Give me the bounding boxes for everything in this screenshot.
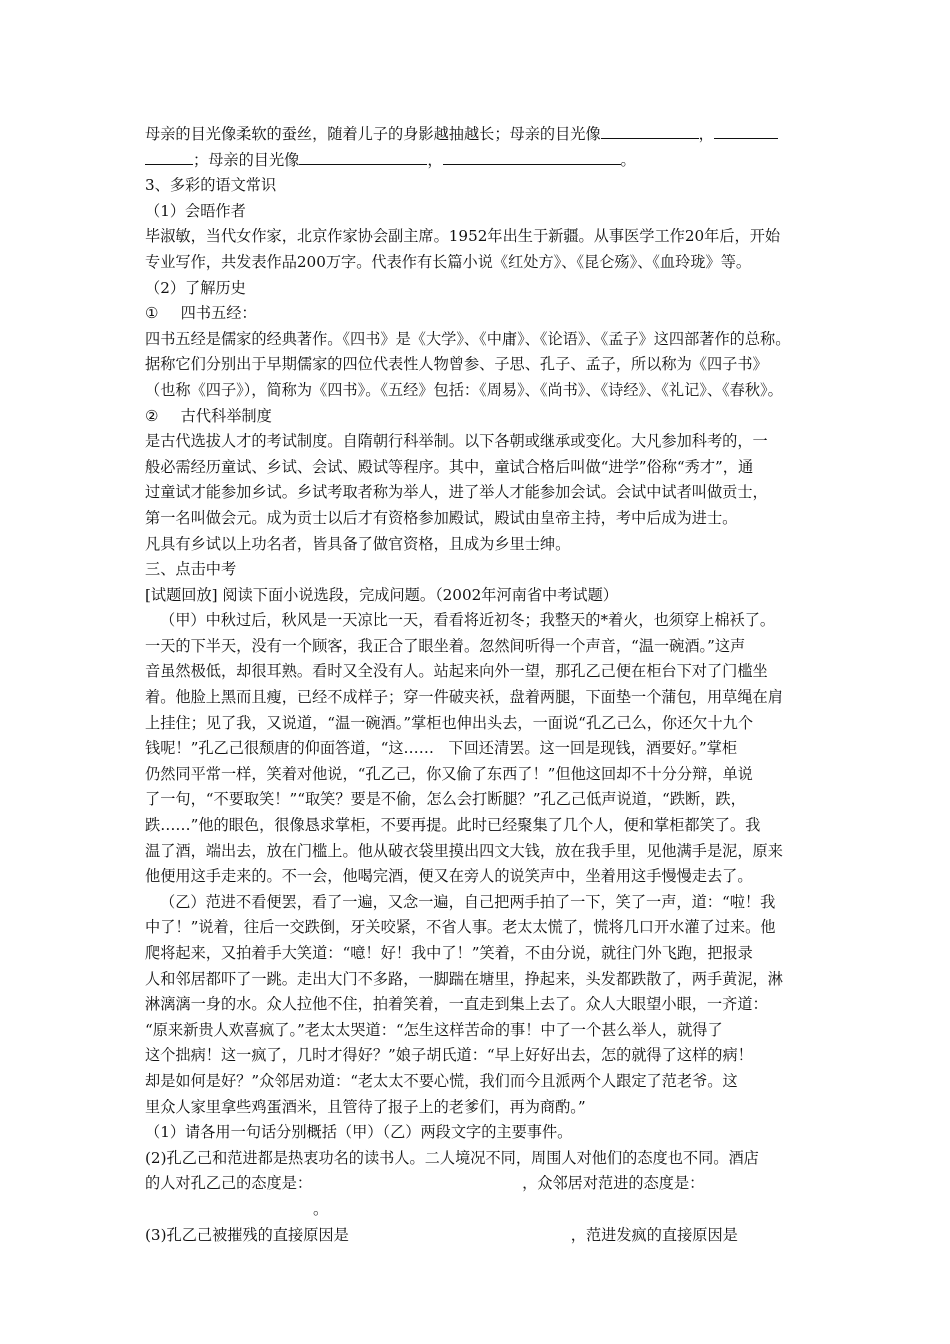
subsection-heading: （1）会晤作者	[145, 201, 246, 220]
passage-line: 他便用这手走来的。不一会，他喝完酒，便又在旁人的说笑声中，坐着用这手慢慢走去了。	[145, 867, 753, 886]
question-2-line-2	[145, 1171, 813, 1197]
fill-in-line-1	[145, 122, 813, 148]
passage-line: （乙）范进不看便罢，看了一遍，又念一遍，自己把两手拍了一下，笑了一声，道：“啦！我	[160, 892, 776, 911]
question-1: （1）请各用一句话分别概括（甲）（乙）两段文字的主要事件。	[145, 1123, 573, 1142]
passage-line: 了一句，“不要取笑！”“取笑？要是不偷，怎么会打断腿？”孔乙己低声说道，“跌断，跌，	[145, 790, 746, 809]
passage-line: 着。他脸上黑而且瘦，已经不成样子；穿一件破夹袄，盘着两腿，下面垫一个蒲包，用草绳在肩	[145, 688, 783, 707]
section-heading: 三、点击中考	[145, 560, 237, 579]
paragraph-line: 第一名叫做会元。成为贡士以后才有资格参加殿试，殿试由皇帝主持，考中后成为进士。	[145, 508, 738, 527]
item-title: 古代科举制度	[180, 406, 272, 425]
passage-line: 温了酒，端出去，放在门槛上。他从破衣袋里摸出四文大钱，放在我手里，见他满手是泥，原来	[145, 841, 783, 860]
passage-line: 里众人家里拿些鸡蛋酒米，且管待了报子上的老爹们，再为商酌。”	[145, 1097, 586, 1116]
paragraph-line: 凡具有乡试以上功名者，皆具备了做官资格，且成为乡里士绅。	[145, 534, 571, 553]
answer-blank[interactable]	[443, 148, 621, 165]
passage-line: “原来新贵人欢喜疯了。”老太太哭道：“怎生这样苦命的事！中了一个甚么举人，就得了	[145, 1020, 723, 1039]
paragraph-line: 四书五经是儒家的经典著作。《四书》是《大学》、《中庸》、《论语》、《孟子》这四部著作的总称。	[145, 329, 791, 348]
passage-line: 爬将起来，又拍着手大笑道：“噫！好！我中了！”笑着，不由分说，就往门外飞跑，把报录	[145, 944, 753, 962]
answer-blank[interactable]	[145, 148, 193, 165]
answer-blank[interactable]	[299, 148, 427, 165]
item-number: ②	[145, 406, 159, 425]
passage-line: 跌……”他的眼色，很像恳求掌柜，不要再提。此时已经聚集了几个人，便和掌柜都笑了。我	[145, 816, 761, 835]
question-text: ，范进发疯的直接原因是	[570, 1225, 738, 1244]
document-page	[145, 122, 813, 1248]
answer-blank[interactable]	[714, 122, 778, 139]
item-number: ①	[145, 304, 159, 323]
question-2-line-3	[145, 1197, 813, 1223]
paragraph-line: （也称《四子》），简称为《四书》。《五经》包括：《周易》、《尚书》、《诗经》、《礼记》、《春秋》。	[145, 380, 783, 399]
passage-line: 钱呢！”孔乙己很颓唐的仰面答道，“这…… 下回还清罢。这一回是现钱，酒要好。”掌柜	[145, 739, 738, 758]
passage-line: 音虽然极低，却很耳熟。看时又全没有人。站起来向外一望，那孔乙己便在柜台下对了门槛坐	[145, 662, 768, 681]
question-3	[145, 1223, 813, 1249]
passage-line: 仍然同平常一样，笑着对他说，“孔乙己，你又偷了东西了！”但他这回却不十分分辩，单说	[145, 764, 753, 783]
passage-line: 人和邻居都吓了一跳。走出大门不多路，一脚踹在塘里，挣起来，头发都跌散了，两手黄泥，淋	[145, 969, 783, 988]
passage-line: 上挂住；见了我，又说道，“温一碗酒。”掌柜也伸出头去，一面说“孔乙己么，你还欠十九个	[145, 713, 754, 732]
period: 。	[313, 1199, 329, 1218]
passage-a	[145, 608, 813, 890]
passage-line: 却是如何是好？”众邻居劝道：“老太太不要心慌，我们而今且派两个人跟定了范老爷。这	[145, 1071, 738, 1090]
question-text: 的人对孔乙己的态度是：	[145, 1174, 313, 1193]
paragraph-line: 是古代选拔人才的考试制度。自隋朝行科举制。以下各朝或继承或变化。大凡参加科考的，一	[145, 432, 768, 451]
section-heading: 3、多彩的语文常识	[145, 176, 277, 195]
paragraph-line: 般必需经历童试、乡试、会试、殿试等程序。其中，童试合格后叫做“进学”俗称“秀才”，通	[145, 457, 754, 476]
question-text: (3)孔乙己被摧残的直接原因是	[145, 1225, 349, 1244]
question-text: ，众邻居对范进的态度是：	[522, 1174, 705, 1193]
passage-line: 一天的下半天，没有一个顾客，我正合了眼坐着。忽然间听得一个声音，“温一碗酒。”这声	[145, 636, 746, 655]
paragraph-line: 过童试才能参加乡试。乡试考取者称为举人，进了举人才能参加会试。会试中试者叫做贡士，	[145, 483, 768, 502]
exam-intro: [试题回放] 阅读下面小说选段，完成问题。（2002年河南省中考试题）	[145, 585, 618, 604]
passage-line: 淋漓漓一身的水。众人拉他不住，拍着笑着，一直走到集上去了。众人大眼望小眼，一齐道：	[145, 995, 768, 1014]
passage-b	[145, 890, 813, 1120]
list-item-heading	[145, 404, 813, 430]
fill-in-text: ；母亲的目光像	[193, 150, 300, 169]
fill-in-text: 母亲的目光像柔软的蚕丝，随着儿子的身影越抽越长；母亲的目光像	[145, 125, 601, 143]
item-title: 四书五经：	[180, 304, 257, 323]
subsection-heading: （2）了解历史	[145, 278, 246, 297]
paragraph-line: 据称它们分别出于早期儒家的四位代表性人物曾参、子思、孔子、孟子，所以称为《四子书》	[145, 355, 768, 374]
passage-line: （甲）中秋过后，秋风是一天凉比一天，看看将近初冬；我整天的*着火，也须穿上棉袄了。	[160, 611, 776, 630]
period: 。	[620, 150, 636, 169]
comma: ，	[427, 150, 443, 169]
paragraph-line: 毕淑敏，当代女作家，北京作家协会副主席。1952年出生于新疆。从事医学工作20年后，开始	[145, 227, 781, 246]
paragraph-line: 专业写作，共发表作品200万字。代表作有长篇小说《红处方》、《昆仑殇》、《血玲珑》等。	[145, 252, 752, 271]
question-2-line-1: (2)孔乙己和范进都是热衷功名的读书人。二人境况不同，周围人对他们的态度也不同。酒店	[145, 1148, 759, 1167]
passage-line: 这个拙病！这一疯了，几时才得好？”娘子胡氏道：“早上好好出去，怎的就得了这样的病！	[145, 1046, 753, 1065]
comma: ，	[698, 125, 714, 143]
answer-blank[interactable]	[601, 122, 699, 139]
passage-line: 中了！”说着，往后一交跌倒，牙关咬紧，不省人事。老太太慌了，慌将几口开水灌了过来。他	[145, 918, 776, 937]
fill-in-line-2	[145, 148, 813, 174]
list-item-heading	[145, 301, 813, 327]
